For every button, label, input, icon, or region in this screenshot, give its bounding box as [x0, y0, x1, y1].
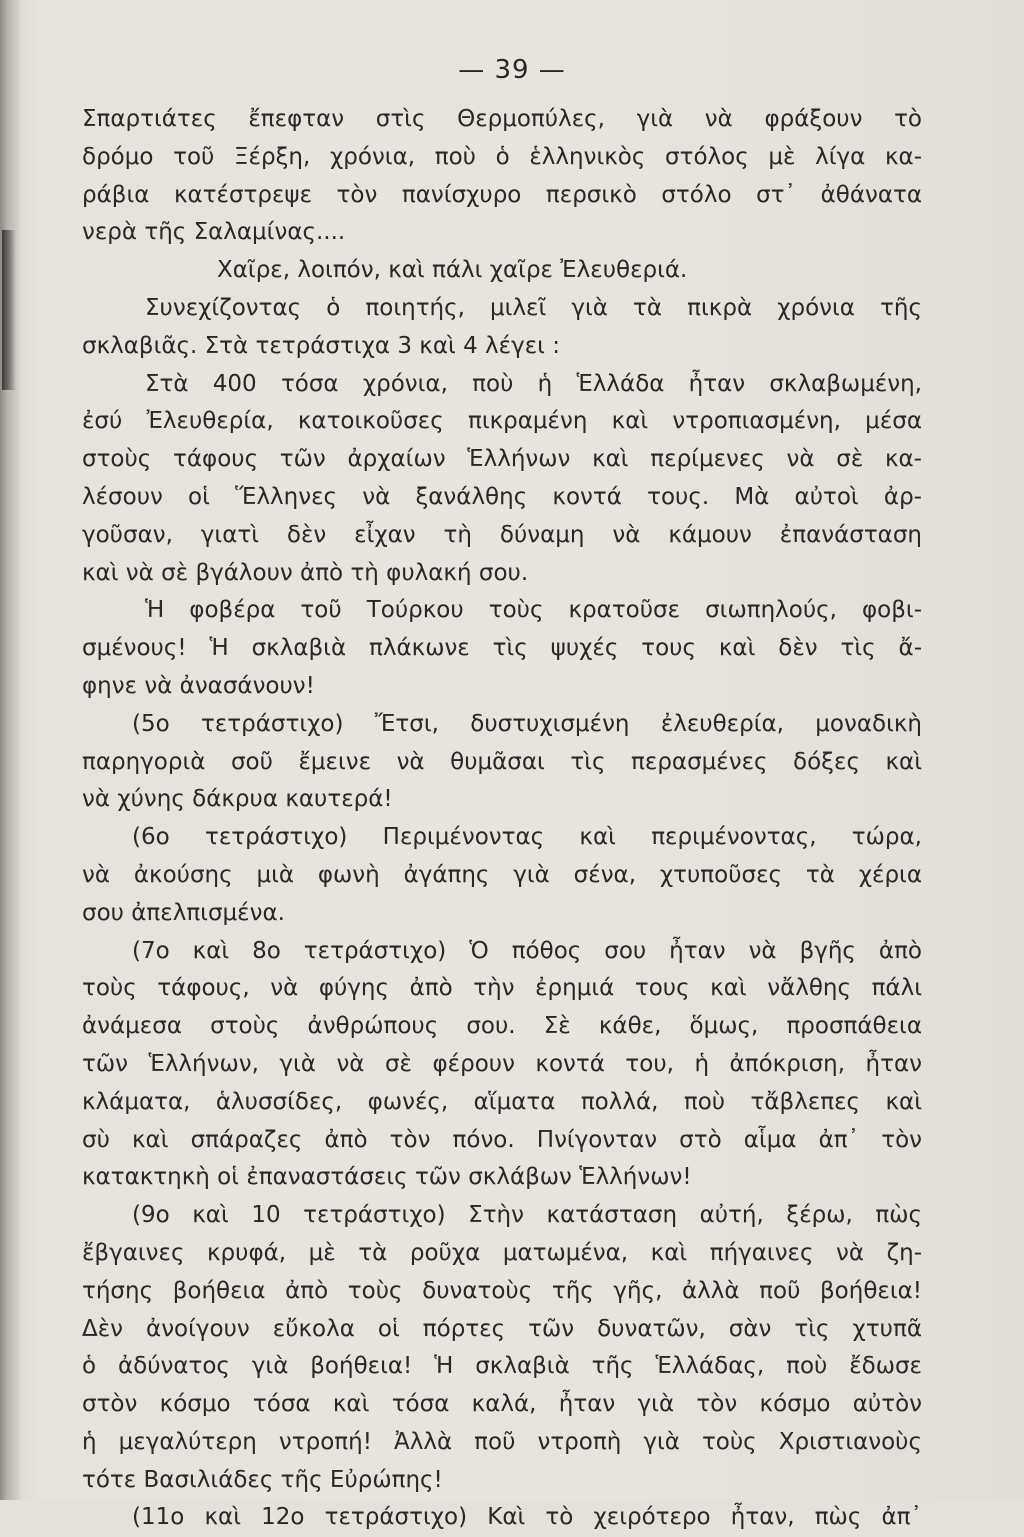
binding-shadow	[0, 0, 22, 1500]
page-number: — 39 —	[458, 55, 566, 85]
text-line: τῶν Ἑλλήνων, γιὰ νὰ σὲ φέρουν κοντά του, ἡ ἀπόκριση, ἦταν	[82, 1050, 922, 1077]
text-line: (5ο τετράστιχο) Ἔτσι, δυστυχισμένη ἐλευθερία, μοναδικὴ	[132, 710, 922, 737]
text-line: ὁ ἀδύνατος γιὰ βοήθεια! Ἡ σκλαβιὰ τῆς Ἑλλάδας, ποὺ ἔδωσε	[82, 1353, 922, 1380]
text-line: (9ο καὶ 10 τετράστιχο) Στὴν κατάσταση αὐτή, ξέρω, πὼς	[132, 1202, 922, 1229]
text-line: τήσης βοήθεια ἀπὸ τοὺς δυνατοὺς τῆς γῆς, ἀλλὰ ποῦ βοήθεια!	[82, 1277, 922, 1304]
text-line: ράβια κατέστρεψε τὸν πανίσχυρο περσικὸ στόλο στ᾿ ἀθάνατα	[82, 181, 922, 208]
text-line: τοὺς τάφους, νὰ φύγης ἀπὸ τὴν ἐρημιά τους καὶ νἄλθης πάλι	[82, 975, 922, 1002]
text-line: φηνε νὰ ἀνασάνουν!	[82, 672, 315, 699]
text-line: ἐσύ Ἐλευθερία, κατοικοῦσες πικραμένη καὶ ντροπιασμένη, μέσα	[82, 408, 922, 435]
text-line: σου ἀπελπισμένα.	[82, 899, 285, 926]
text-line: Σπαρτιάτες ἔπεφταν στὶς Θερμοπύλες, γιὰ νὰ φράξουν τὸ	[82, 106, 922, 132]
text-line: Συνεχίζοντας ὁ ποιητής, μιλεῖ γιὰ τὰ πικρὰ χρόνια τῆς	[145, 294, 922, 321]
text-line: γοῦσαν, γιατὶ δὲν εἶχαν τὴ δύναμη νὰ κάμουν ἐπανάσταση	[82, 521, 922, 548]
text-line: Χαῖρε, λοιπόν, καὶ πάλι χαῖρε Ἐλευθεριά.	[217, 257, 688, 284]
body-text	[82, 101, 922, 1537]
text-line: στοὺς τάφους τῶν ἀρχαίων Ἑλλήνων καὶ περίμενες νὰ σὲ κα-	[82, 446, 922, 473]
text-line: νερὰ τῆς Σαλαμίνας....	[82, 219, 346, 246]
text-line: σμένους! Ἡ σκλαβιὰ πλάκωνε τὶς ψυχές τους καὶ δὲν τὶς ἄ-	[82, 635, 922, 662]
binding-mark	[2, 230, 16, 390]
text-line: νὰ χύνης δάκρυα καυτερά!	[82, 786, 393, 813]
text-line: στὸν κόσμο τόσα καὶ τόσα καλά, ἦταν γιὰ τὸν κόσμο αὐτὸν	[82, 1391, 922, 1418]
text-line: ἀνάμεσα στοὺς ἀνθρώπους σου. Σὲ κάθε, ὅμως, προσπάθεια	[82, 1013, 922, 1040]
text-line: ἔβγαινες κρυφά, μὲ τὰ ροῦχα ματωμένα, καὶ πήγαινες νὰ ζη-	[82, 1239, 922, 1266]
text-line: ἡ μεγαλύτερη ντροπή! Ἀλλὰ ποῦ ντροπὴ γιὰ τοὺς Χριστιανοὺς	[82, 1428, 922, 1455]
text-line: Στὰ 400 τόσα χρόνια, ποὺ ἡ Ἑλλάδα ἦταν σκλαβωμένη,	[145, 370, 922, 397]
text-line: κατακτηκὴ οἱ ἐπαναστάσεις τῶν σκλάβων Ἑλλήνων!	[82, 1164, 692, 1191]
text-line: καὶ νὰ σὲ βγάλουν ἀπὸ τὴ φυλακή σου.	[82, 559, 529, 586]
text-line: δρόμο τοῦ Ξέρξη, χρόνια, ποὺ ὁ ἑλληνικὸς στόλος μὲ λίγα κα-	[82, 143, 922, 170]
text-line: (6ο τετράστιχο) Περιμένοντας καὶ περιμένοντας, τώρα,	[132, 824, 922, 851]
text-line: Δὲν ἀνοίγουν εὔκολα οἱ πόρτες τῶν δυνατῶν, σὰν τὶς χτυπᾶ	[82, 1315, 922, 1342]
text-line: νὰ ἀκούσης μιὰ φωνὴ ἀγάπης γιὰ σένα, χτυποῦσες τὰ χέρια	[82, 861, 922, 888]
text-line: λέσουν οἱ Ἕλληνες νὰ ξανάλθης κοντά τους. Μὰ αὐτοὶ ἀρ-	[82, 483, 922, 510]
text-line: (11ο καὶ 12ο τετράστιχο) Καὶ τὸ χειρότερο ἦταν, πὼς ἀπ᾿	[132, 1504, 922, 1531]
text-line: σὺ καὶ σπάραζες ἀπὸ τὸν πόνο. Πνίγονταν στὸ αἷμα ἀπ᾿ τὸν	[82, 1126, 922, 1153]
text-line: Ἡ φοβέρα τοῦ Τούρκου τοὺς κρατοῦσε σιωπηλούς, φοβι-	[145, 597, 922, 624]
text-line: σκλαβιᾶς. Στὰ τετράστιχα 3 καὶ 4 λέγει :	[82, 332, 560, 359]
text-line: παρηγοριὰ σοῦ ἔμεινε νὰ θυμᾶσαι τὶς περασμένες δόξες καὶ	[82, 748, 922, 775]
text-line: τότε Βασιλιάδες τῆς Εὐρώπης!	[82, 1466, 443, 1493]
text-line: (7ο καὶ 8ο τετράστιχο) Ὁ πόθος σου ἦταν νὰ βγῆς ἀπὸ	[132, 937, 922, 964]
text-line: κλάματα, ἁλυσσίδες, φωνές, αἵματα πολλά, ποὺ τἄβλεπες καὶ	[82, 1088, 922, 1115]
